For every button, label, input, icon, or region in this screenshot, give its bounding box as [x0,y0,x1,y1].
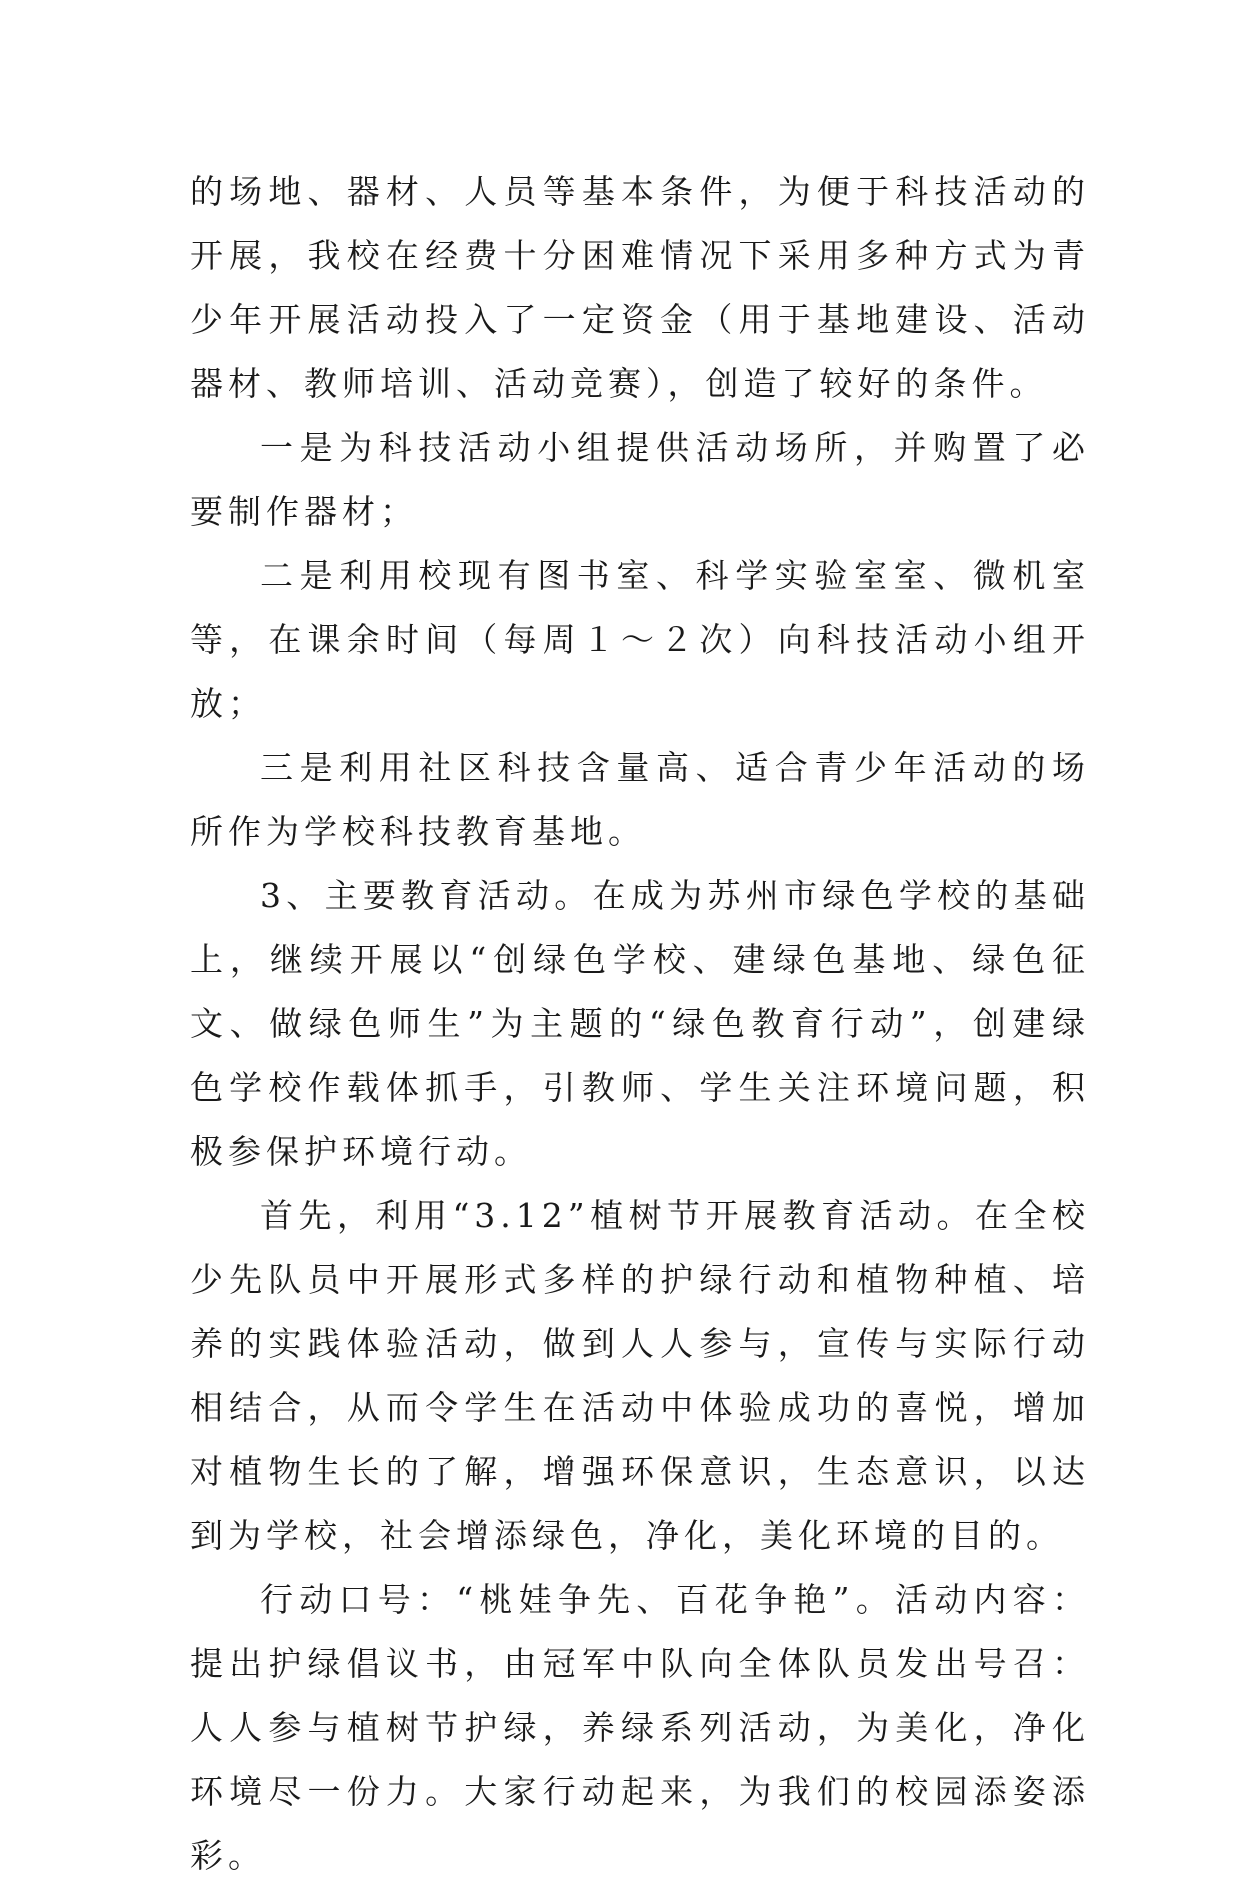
document-body [190,160,1090,1888]
paragraph-arbor-day: 首先，利用“3.12”植树节开展教育活动。在全校少先队员中开展形式多样的护绿行动和植物种植、培养的实践体验活动，做到人人参与，宣传与实际行动相结合，从而令学生在活动中体验成功的喜悦，增加对植物生长的了解，增强环保意识，生态意识，以达到为学校，社会增添绿色，净化，美化环境的目的。 [190,1196,1090,1555]
paragraph-main-activities: 3、主要教育活动。在成为苏州市绿色学校的基础上，继续开展以“创绿色学校、建绿色基地、绿色征文、做绿色师生”为主题的“绿色教育行动”，创建绿色学校作载体抓手，引教师、学生关注环境问题，积极参保护环境行动。 [190,876,1090,1171]
paragraph-venue-provision: 一是为科技活动小组提供活动场所，并购置了必要制作器材； [190,428,1090,531]
paragraph-community-base: 三是利用社区科技含量高、适合青少年活动的场所作为学校科技教育基地。 [190,748,1090,851]
paragraph-action-slogan: 行动口号：“桃娃争先、百花争艳”。活动内容：提出护绿倡议书，由冠军中队向全体队员发出号召：人人参与植树节护绿，养绿系列活动，为美化，净化环境尽一份力。大家行动起来，为我们的校园添姿添彩。 [190,1580,1090,1875]
paragraph-school-facilities: 二是利用校现有图书室、科学实验室室、微机室等，在课余时间（每周１～２次）向科技活动小组开放； [190,556,1090,723]
paragraph-continuation: 的场地、器材、人员等基本条件，为便于科技活动的开展，我校在经费十分困难情况下采用多种方式为青少年开展活动投入了一定资金（用于基地建设、活动器材、教师培训、活动竞赛），创造了较好的条件。 [190,172,1090,403]
